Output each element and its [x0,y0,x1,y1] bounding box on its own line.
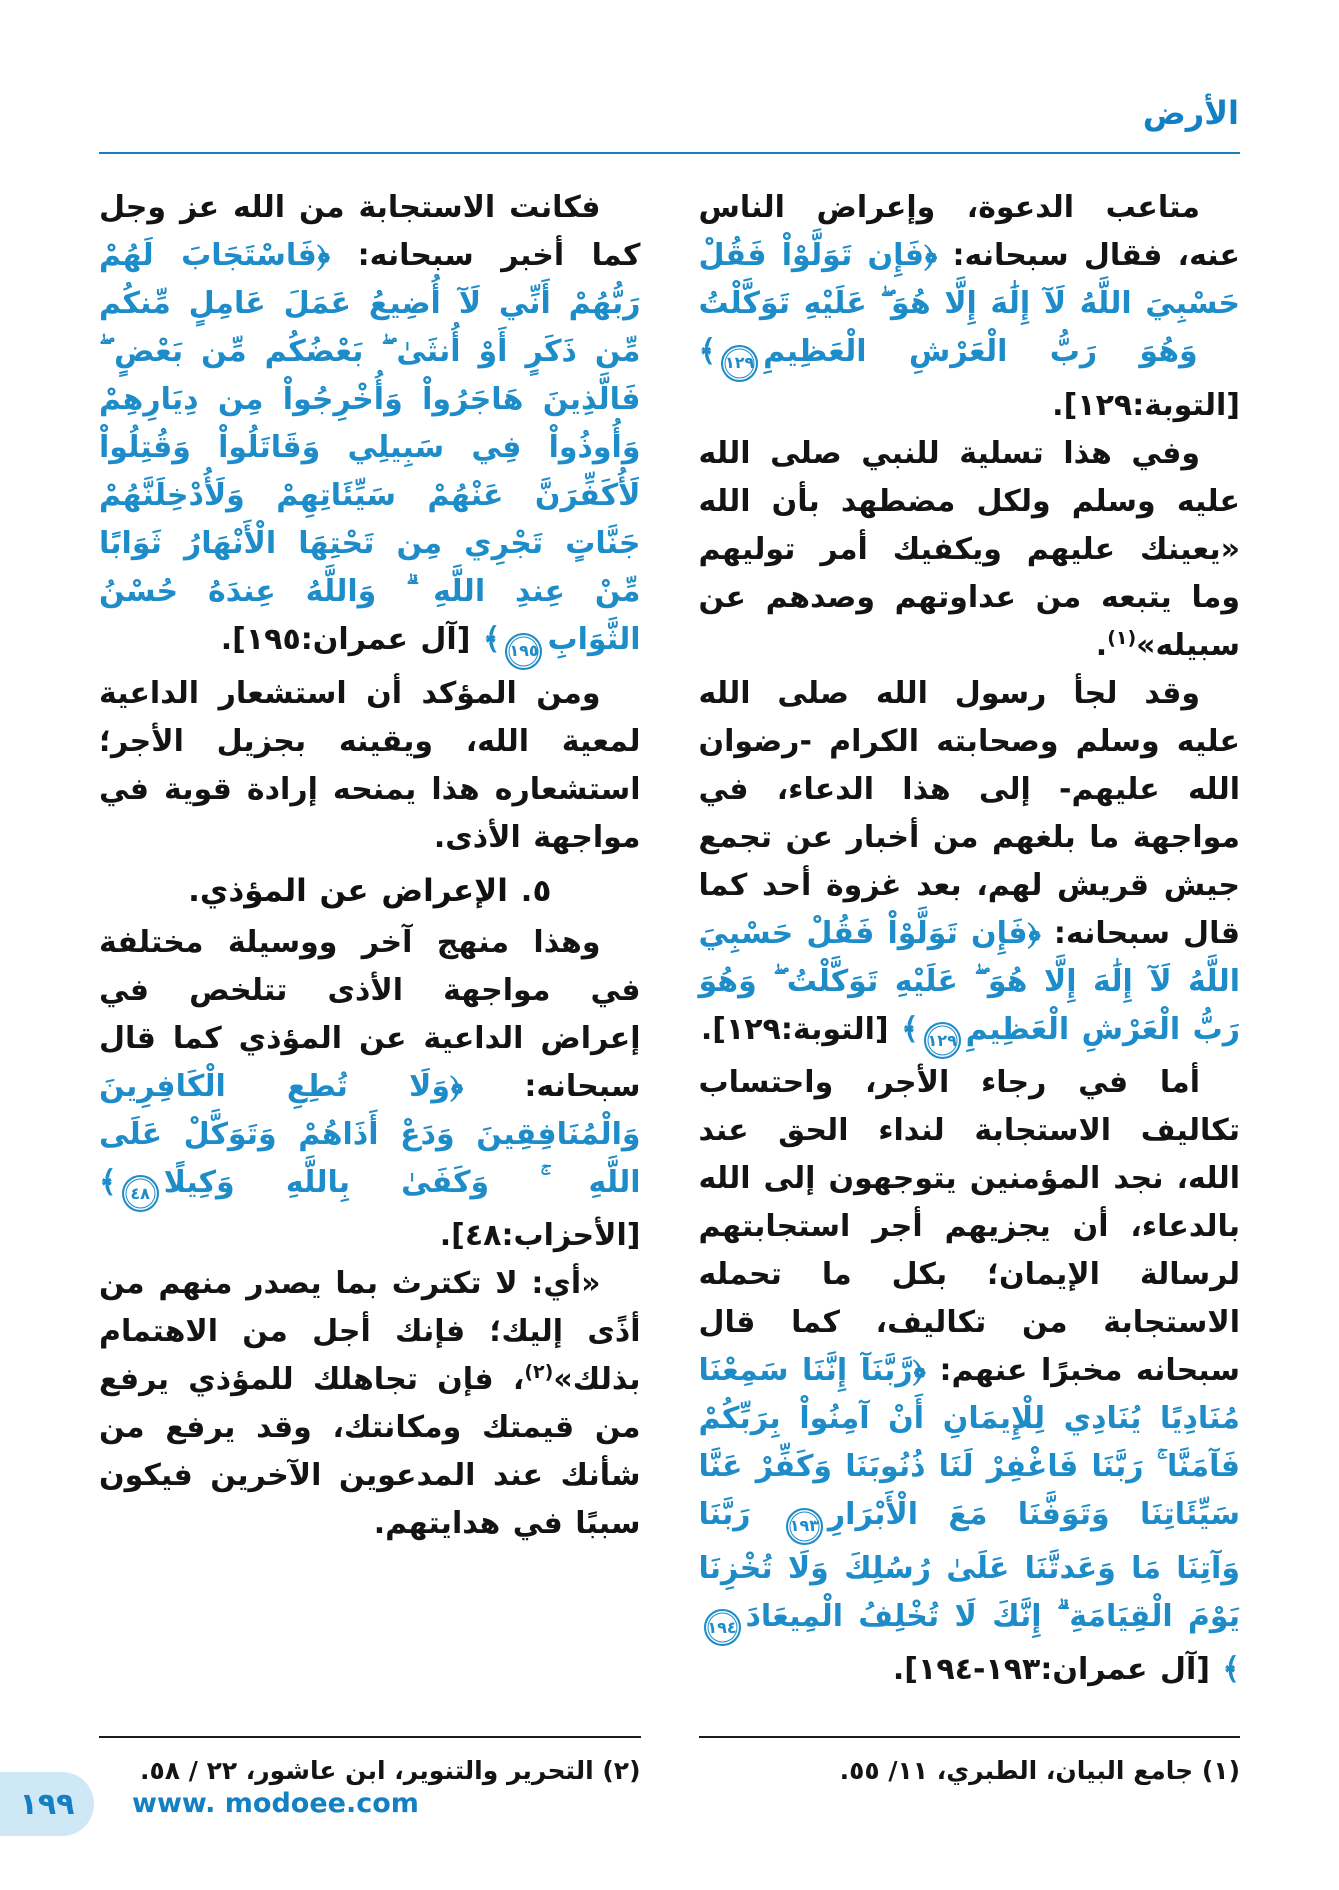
verse-reference: [آل عمران:١٩٥]. [220,622,483,657]
footnote-text: (٢) التحرير والتنوير، ابن عاشور، ٢٢ / ٥٨. [139,1756,641,1785]
paragraph [99,1260,641,1548]
verse-number-badge: ٤٨ [122,1175,159,1212]
body-text: متاعب الدعوة، وإعراض الناس عنه، فقال سبحانه: [698,190,1240,273]
footnote-marker: (١) [1107,626,1137,649]
quran-close-bracket: ﴾ [901,1011,919,1047]
footnote-marker: (٢) [524,1361,554,1383]
footnotes-section [99,1736,1240,1785]
body-text: وقد لجأ رسول الله صلى الله عليه وسلم وصحابته الكرام -رضوان الله عليهم- إلى هذا الدعاء، في مواجهة ما بلغهم من أخبار عن تجمع جيش قريش لهم، بعد غزوة أحد كما قال سبحانه: [698,675,1240,951]
footnote-left [99,1736,641,1785]
footnote-text: (١) جامع البيان، الطبري، ١١/ ٥٥. [839,1756,1240,1785]
column-left [99,184,641,1732]
website-url: www. modoee.com [132,1788,419,1819]
column-right [699,184,1241,1732]
body-text: ، فإن تجاهلك للمؤذي يرفع من قيمتك ومكانتك، وقد يرفع من شأنك عند المدعوين الآخرين فيكون سببًا في هدايتهم. [99,1362,641,1541]
quran-verse: ﴿وَلَا تُطِعِ الْكَافِرِينَ وَالْمُنَافِقِينَ وَدَعْ أَذَاهُمْ وَتَوَكَّلْ عَلَى اللَّهِ ۚ وَكَفَىٰ بِاللَّهِ وَكِيلًا [99,1068,641,1200]
body-text: فكانت الاستجابة من الله عز وجل كما أخبر سبحانه: [99,190,641,273]
section-heading: ٥. الإعراض عن المؤذي. [188,872,552,909]
verse-reference: [الأحزاب:٤٨]. [439,1218,641,1253]
paragraph [99,184,641,670]
body-text: وهذا منهج آخر ووسيلة مختلفة في مواجهة الأذى تتلخص في إعراض الداعية عن المؤذي كما قال سبحانه: [99,924,641,1104]
quran-close-bracket: ﴾ [482,622,501,657]
verse-reference: [التوبة:١٢٩]. [700,1011,902,1047]
body-text: . [1095,627,1108,663]
paragraph [699,184,1241,430]
verse-number-badge: ١٩٣ [786,1508,823,1545]
body-text: «أي: لا تكترث بما يصدر منهم من أذًى إليك؛ فإنك أجل من الاهتمام بذلك» [99,1266,641,1397]
verse-number-badge: ١٢٩ [924,1022,961,1059]
quran-verse: رَبَّنَا وَآتِنَا مَا وَعَدتَّنَا عَلَىٰ رُسُلِكَ وَلَا تُخْزِنَا يَوْمَ الْقِيَامَةِ ۗ إِنَّكَ لَا تُخْلِفُ الْمِيعَادَ [698,1497,1240,1634]
page-number: ١٩٩ [19,1786,75,1822]
page-header-title: الأرض [1142,94,1239,132]
footnote-right [699,1736,1241,1785]
quran-close-bracket: ﴾ [99,1164,117,1200]
paragraph [699,670,1241,1060]
header-divider-line [99,152,1240,154]
verse-number-badge: ١٢٩ [721,345,758,382]
quran-verse: ﴿فَاسْتَجَابَ لَهُمْ رَبُّهُمْ أَنِّي لَآ أُضِيعُ عَمَلَ عَامِلٍ مِّنكُم مِّن ذَكَرٍ أَوْ أُنثَىٰ ۖ بَعْضُكُم مِّن بَعْضٍ ۖ فَالَّذِينَ هَاجَرُواْ وَأُخْرِجُواْ مِن دِيَارِهِمْ وَأُوذُواْ فِي سَبِيلِي وَقَاتَلُواْ وَقُتِلُواْ لَأُكَفِّرَنَّ عَنْهُمْ سَيِّئَاتِهِمْ وَلَأُدْخِلَنَّهُمْ جَنَّاتٍ تَجْرِي مِن تَحْتِهَا الْأَنْهَارُ ثَوَابًا مِّنْ عِندِ اللَّهِ ۗ وَاللَّهُ عِندَهُ حُسْنُ الثَّوَابِ [99,238,641,657]
quran-verse: ﴿رَّبَّنَآ إِنَّنَا سَمِعْنَا مُنَادِيًا يُنَادِي لِلْإِيمَانِ أَنْ آمِنُواْ بِرَبِّكُمْ فَآمَنَّا ۚ رَبَّنَا فَاغْفِرْ لَنَا ذُنُوبَنَا وَكَفِّرْ عَنَّا سَيِّئَاتِنَا وَتَوَفَّنَا مَعَ الْأَبْرَارِ [698,1353,1240,1532]
quran-close-bracket: ﴾ [1222,1652,1240,1687]
verse-number-badge: ١٩٤ [704,1609,741,1646]
body-text: وفي هذا تسلية للنبي صلى الله عليه وسلم ولكل مضطهد بأن الله «يعينك عليهم ويكفيك أمر توليهم وما يتبعه من عداوتهم وصدهم عن سبيله» [698,435,1240,663]
paragraph [99,670,641,862]
quran-verse: ﴿فَإِن تَوَلَّوْاْ فَقُلْ حَسْبِيَ اللَّهُ لَآ إِلَٰهَ إِلَّا هُوَ ۖ عَلَيْهِ تَوَكَّلْتُ ۖ وَهُوَ رَبُّ الْعَرْشِ الْعَظِيمِ [698,915,1240,1047]
verse-number-badge: ١٩٥ [505,633,542,670]
verse-reference: [آل عمران:١٩٣-١٩٤]. [892,1652,1223,1687]
quran-close-bracket: ﴾ [698,334,717,369]
paragraph [699,1059,1241,1694]
body-text: ومن المؤكد أن استشعار الداعية لمعية الله، ويقينه بجزيل الأجر؛ استشعاره هذا يمنحه إرادة قوية في مواجهة الأذى. [99,675,641,855]
page-body [99,184,1240,1732]
paragraph [99,919,641,1261]
quran-verse: ﴿فَإِن تَوَلَّوْاْ فَقُلْ حَسْبِيَ اللَّهُ لَآ إِلَٰهَ إِلَّا هُوَ ۖ عَلَيْهِ تَوَكَّلْتُ ۖ وَهُوَ رَبُّ الْعَرْشِ الْعَظِيمِ [698,238,1240,369]
page-number-badge [0,1772,94,1836]
verse-reference: [التوبة:١٢٩]. [1052,387,1240,423]
paragraph [699,430,1241,670]
body-text: أما في رجاء الأجر، واحتساب تكاليف الاستجابة لنداء الحق عند الله، نجد المؤمنين يتوجهون إلى الله بالدعاء، أن يجزيهم أجر استجابتهم لرسالة الإيمان؛ بكل ما تحمله الاستجابة من تكاليف، كما قال سبحانه مخبرًا عنهم: [698,1065,1240,1388]
